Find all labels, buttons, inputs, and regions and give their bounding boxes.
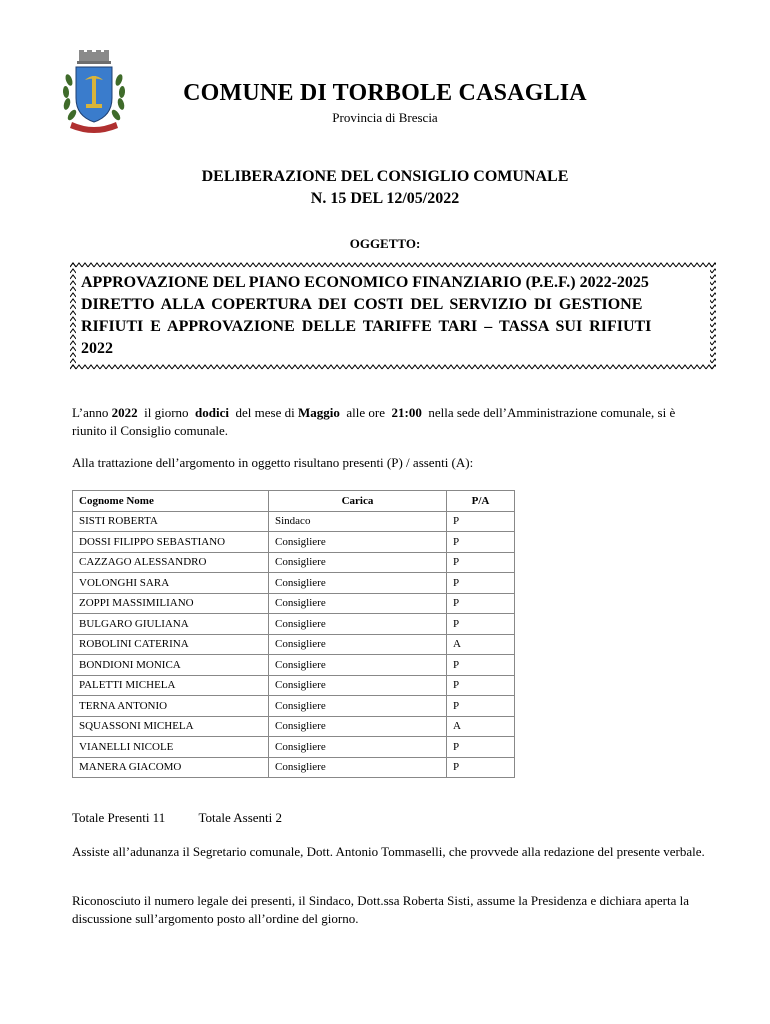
table-row [73, 716, 515, 737]
member-role: Consigliere [269, 675, 447, 696]
subject-line: 2022 [81, 340, 113, 357]
member-presence: P [447, 532, 515, 553]
member-presence: P [447, 696, 515, 717]
member-role: Consigliere [269, 573, 447, 594]
intro-text: il giorno [137, 405, 196, 420]
table-row [73, 573, 515, 594]
intro-text: L’anno [72, 405, 112, 420]
intro-text: del mese di [229, 405, 298, 420]
member-name: SQUASSONI MICHELA [73, 716, 269, 737]
member-name: BULGARO GIULIANA [73, 614, 269, 635]
table-row [73, 696, 515, 717]
member-name: VIANELLI NICOLE [73, 737, 269, 758]
intro-text: alle ore [339, 405, 392, 420]
member-name: SISTI ROBERTA [73, 511, 269, 532]
member-role: Consigliere [269, 737, 447, 758]
member-presence: P [447, 511, 515, 532]
member-role: Consigliere [269, 614, 447, 635]
member-name: CAZZAGO ALESSANDRO [73, 552, 269, 573]
deliberation-number: N. 15 DEL 12/05/2022 [310, 190, 460, 207]
member-presence: P [447, 675, 515, 696]
subject-label: OGGETTO: [349, 236, 421, 251]
header-role: Carica [269, 491, 447, 512]
subject-line: DIRETTO ALLA COPERTURA DEI COSTI DEL SERVIZIO DI GESTIONE [81, 296, 643, 313]
header-name: Cognome Nome [73, 491, 269, 512]
table-row [73, 675, 515, 696]
member-presence: P [447, 614, 515, 635]
member-role: Consigliere [269, 716, 447, 737]
province-subtitle: Provincia di Brescia [332, 110, 438, 125]
member-presence: A [447, 634, 515, 655]
session-day: dodici [195, 405, 229, 420]
member-role: Consigliere [269, 757, 447, 778]
table-row [73, 614, 515, 635]
deliberation-heading: DELIBERAZIONE DEL CONSIGLIO COMUNALE [201, 168, 569, 185]
member-presence: P [447, 593, 515, 614]
total-absent: Totale Assenti 2 [198, 810, 283, 825]
member-name: TERNA ANTONIO [73, 696, 269, 717]
member-role: Consigliere [269, 634, 447, 655]
table-row [73, 593, 515, 614]
member-presence: P [447, 573, 515, 594]
session-intro-paragraph [72, 404, 712, 440]
table-header-row [73, 491, 515, 512]
subject-box [70, 262, 716, 370]
member-presence: P [447, 655, 515, 676]
member-role: Consigliere [269, 552, 447, 573]
municipality-title: COMUNE DI TORBOLE CASAGLIA [183, 80, 587, 106]
member-presence: P [447, 757, 515, 778]
member-name: ZOPPI MASSIMILIANO [73, 593, 269, 614]
table-row [73, 552, 515, 573]
table-row [73, 655, 515, 676]
member-name: PALETTI MICHELA [73, 675, 269, 696]
member-role: Consigliere [269, 696, 447, 717]
crown-icon [77, 50, 111, 64]
member-presence: P [447, 552, 515, 573]
member-name: DOSSI FILIPPO SEBASTIANO [73, 532, 269, 553]
attendance-intro: Alla trattazione dell’argomento in oggetto risultano presenti (P) / assenti (A): [72, 455, 474, 470]
member-name: MANERA GIACOMO [73, 757, 269, 778]
member-name: BONDIONI MONICA [73, 655, 269, 676]
member-presence: A [447, 716, 515, 737]
table-row [73, 737, 515, 758]
secretary-paragraph: Assiste all’adunanza il Segretario comunale, Dott. Antonio Tommaselli, che provvede alla redazione del presente verbale. [72, 844, 705, 859]
session-year: 2022 [111, 405, 138, 420]
table-row [73, 634, 515, 655]
member-role: Consigliere [269, 532, 447, 553]
totals-line [72, 810, 282, 826]
member-name: VOLONGHI SARA [73, 573, 269, 594]
member-name: ROBOLINI CATERINA [73, 634, 269, 655]
table-row [73, 757, 515, 778]
table-row [73, 532, 515, 553]
quorum-paragraph: Riconosciuto il numero legale dei presenti, il Sindaco, Dott.ssa Roberta Sisti, assume la Presidenza e dichiara aperta la discussione sull’argomento posto all’ordine del giorno. [72, 893, 689, 926]
member-presence: P [447, 737, 515, 758]
member-role: Consigliere [269, 655, 447, 676]
attendance-table [72, 490, 515, 778]
header-presence: P/A [447, 491, 515, 512]
subject-text [81, 272, 707, 360]
member-role: Consigliere [269, 593, 447, 614]
session-time: 21:00 [391, 405, 422, 420]
session-month: Maggio [297, 405, 340, 420]
table-row [73, 511, 515, 532]
member-role: Sindaco [269, 511, 447, 532]
subject-line: RIFIUTI E APPROVAZIONE DELLE TARIFFE TARI – TASSA SUI RIFIUTI [81, 318, 652, 335]
subject-line: APPROVAZIONE DEL PIANO ECONOMICO FINANZIARIO (P.E.F.) 2022-2025 [81, 274, 649, 291]
intro-text: nella sede dell’Amministrazione comunale, si è riunito il Consiglio comunale. [72, 405, 679, 438]
total-present: Totale Presenti 11 [72, 810, 166, 825]
